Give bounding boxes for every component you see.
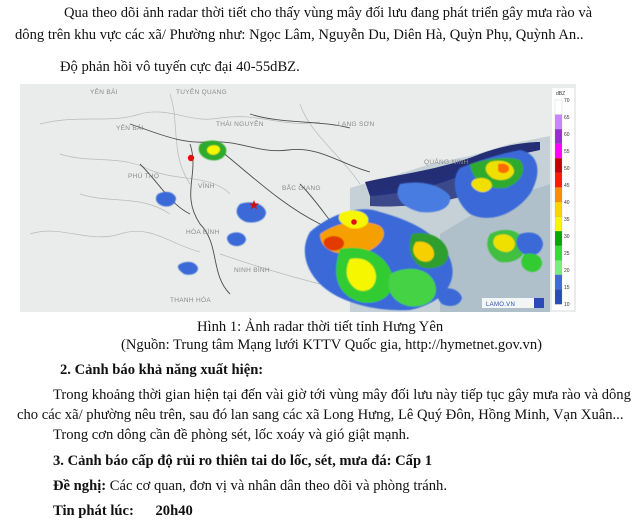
scale-unit: dBZ bbox=[556, 91, 566, 97]
map-label-yen-bai: YÊN BÁI bbox=[116, 125, 144, 132]
scale-tick-label: 20 bbox=[564, 268, 570, 274]
scale-swatch bbox=[555, 144, 562, 159]
scale-swatch bbox=[555, 158, 562, 173]
scale-tick-label: 10 bbox=[564, 302, 570, 308]
logo-text: LAMO.VN bbox=[486, 302, 516, 308]
scale-swatch bbox=[555, 289, 562, 304]
proposal-text: Các cơ quan, đơn vị và nhân dân theo dõi và phòng tránh. bbox=[106, 478, 447, 494]
section-2-para-3: Trong cơn dông cần đề phòng sét, lốc xoáy và gió giật mạnh. bbox=[53, 427, 410, 443]
map-label-quang-ninh: QUẢNG NINH bbox=[424, 159, 469, 166]
intro-line-2: dông trên khu vực các xã/ Phường như: Ngọc Lâm, Nguyễn Du, Diên Hà, Quỳn Phụ, Quỳnh An.. bbox=[15, 27, 584, 43]
scale-swatch bbox=[555, 260, 562, 275]
scale-tick-label: 60 bbox=[564, 132, 570, 138]
scale-tick-label: 35 bbox=[564, 217, 570, 223]
scale-tick-label: 15 bbox=[564, 285, 570, 291]
map-label-tuyen-quang: TUYÊN QUANG bbox=[176, 89, 227, 96]
proposal-label: Đề nghị: bbox=[53, 478, 107, 494]
issued-time: 20h40 bbox=[155, 503, 193, 519]
scale-swatch bbox=[555, 115, 562, 130]
section-3-heading: 3. Cảnh báo cấp độ rủi ro thiên tai do lốc, sét, mưa đá: Cấp 1 bbox=[53, 453, 433, 469]
scale-tick-label: 45 bbox=[564, 183, 570, 189]
figure-source: (Nguồn: Trung tâm Mạng lưới KTTV Quốc gia, http://hymetnet.gov.vn) bbox=[121, 337, 542, 353]
section-2-heading: 2. Cảnh báo khả năng xuất hiện: bbox=[60, 362, 264, 378]
figure-caption: Hình 1: Ảnh radar thời tiết tỉnh Hưng Yên bbox=[197, 319, 444, 335]
map-label-hoa-binh: HÒA BÌNH bbox=[186, 229, 220, 236]
scale-swatch bbox=[555, 231, 562, 246]
intro-line-3: Độ phản hồi vô tuyến cực đại 40-55dBZ. bbox=[60, 59, 300, 75]
map-label-phu-tho: PHÚ THỌ bbox=[128, 173, 160, 180]
map-label-lang-son: LẠNG SƠN bbox=[338, 121, 375, 128]
scale-swatch bbox=[555, 246, 562, 261]
scale-swatch bbox=[555, 173, 562, 188]
scale-swatch bbox=[555, 187, 562, 202]
map-label-ninh-binh: NINH BÌNH bbox=[234, 267, 270, 274]
proposal-line bbox=[53, 477, 447, 495]
map-label-thanh-hoa: THANH HÓA bbox=[170, 297, 211, 304]
scale-tick-label: 55 bbox=[564, 149, 570, 155]
section-2-para-2: cho các xã/ phường nêu trên, sau đó lan sang các xã Long Hưng, Lê Quý Đôn, Hồng Minh, Vạn Xuân... bbox=[17, 407, 624, 423]
issued-line bbox=[53, 502, 193, 520]
map-label-vinh-phuc: VĨNH bbox=[198, 183, 215, 190]
scale-tick-label: 50 bbox=[564, 166, 570, 172]
scale-tick-label: 25 bbox=[564, 251, 570, 257]
scale-swatch bbox=[555, 100, 562, 115]
scale-swatch bbox=[555, 202, 562, 217]
scale-swatch bbox=[555, 275, 562, 290]
scale-tick-label: 70 bbox=[564, 98, 570, 104]
scale-tick-label: 40 bbox=[564, 200, 570, 206]
map-label-yen-bai-top: YÊN BÁI bbox=[90, 89, 118, 96]
scale-swatch bbox=[555, 217, 562, 232]
section-2-para-1: Trong khoảng thời gian hiện tại đến vài giờ tới vùng mây đối lưu này tiếp tục gây mưa rào và dông bbox=[53, 387, 631, 403]
scale-swatch bbox=[555, 129, 562, 144]
scale-tick-label: 30 bbox=[564, 234, 570, 240]
map-label-thai-nguyen: THÁI NGUYÊN bbox=[216, 121, 264, 128]
map-label-bac-giang: BẮC GIANG bbox=[282, 185, 321, 192]
issued-label: Tin phát lúc: bbox=[53, 503, 134, 519]
radar-image bbox=[20, 84, 576, 312]
scale-tick-label: 65 bbox=[564, 115, 570, 121]
intro-line-1: Qua theo dõi ảnh radar thời tiết cho thấy vùng mây đối lưu đang phát triển gây mưa rào và bbox=[64, 5, 593, 21]
